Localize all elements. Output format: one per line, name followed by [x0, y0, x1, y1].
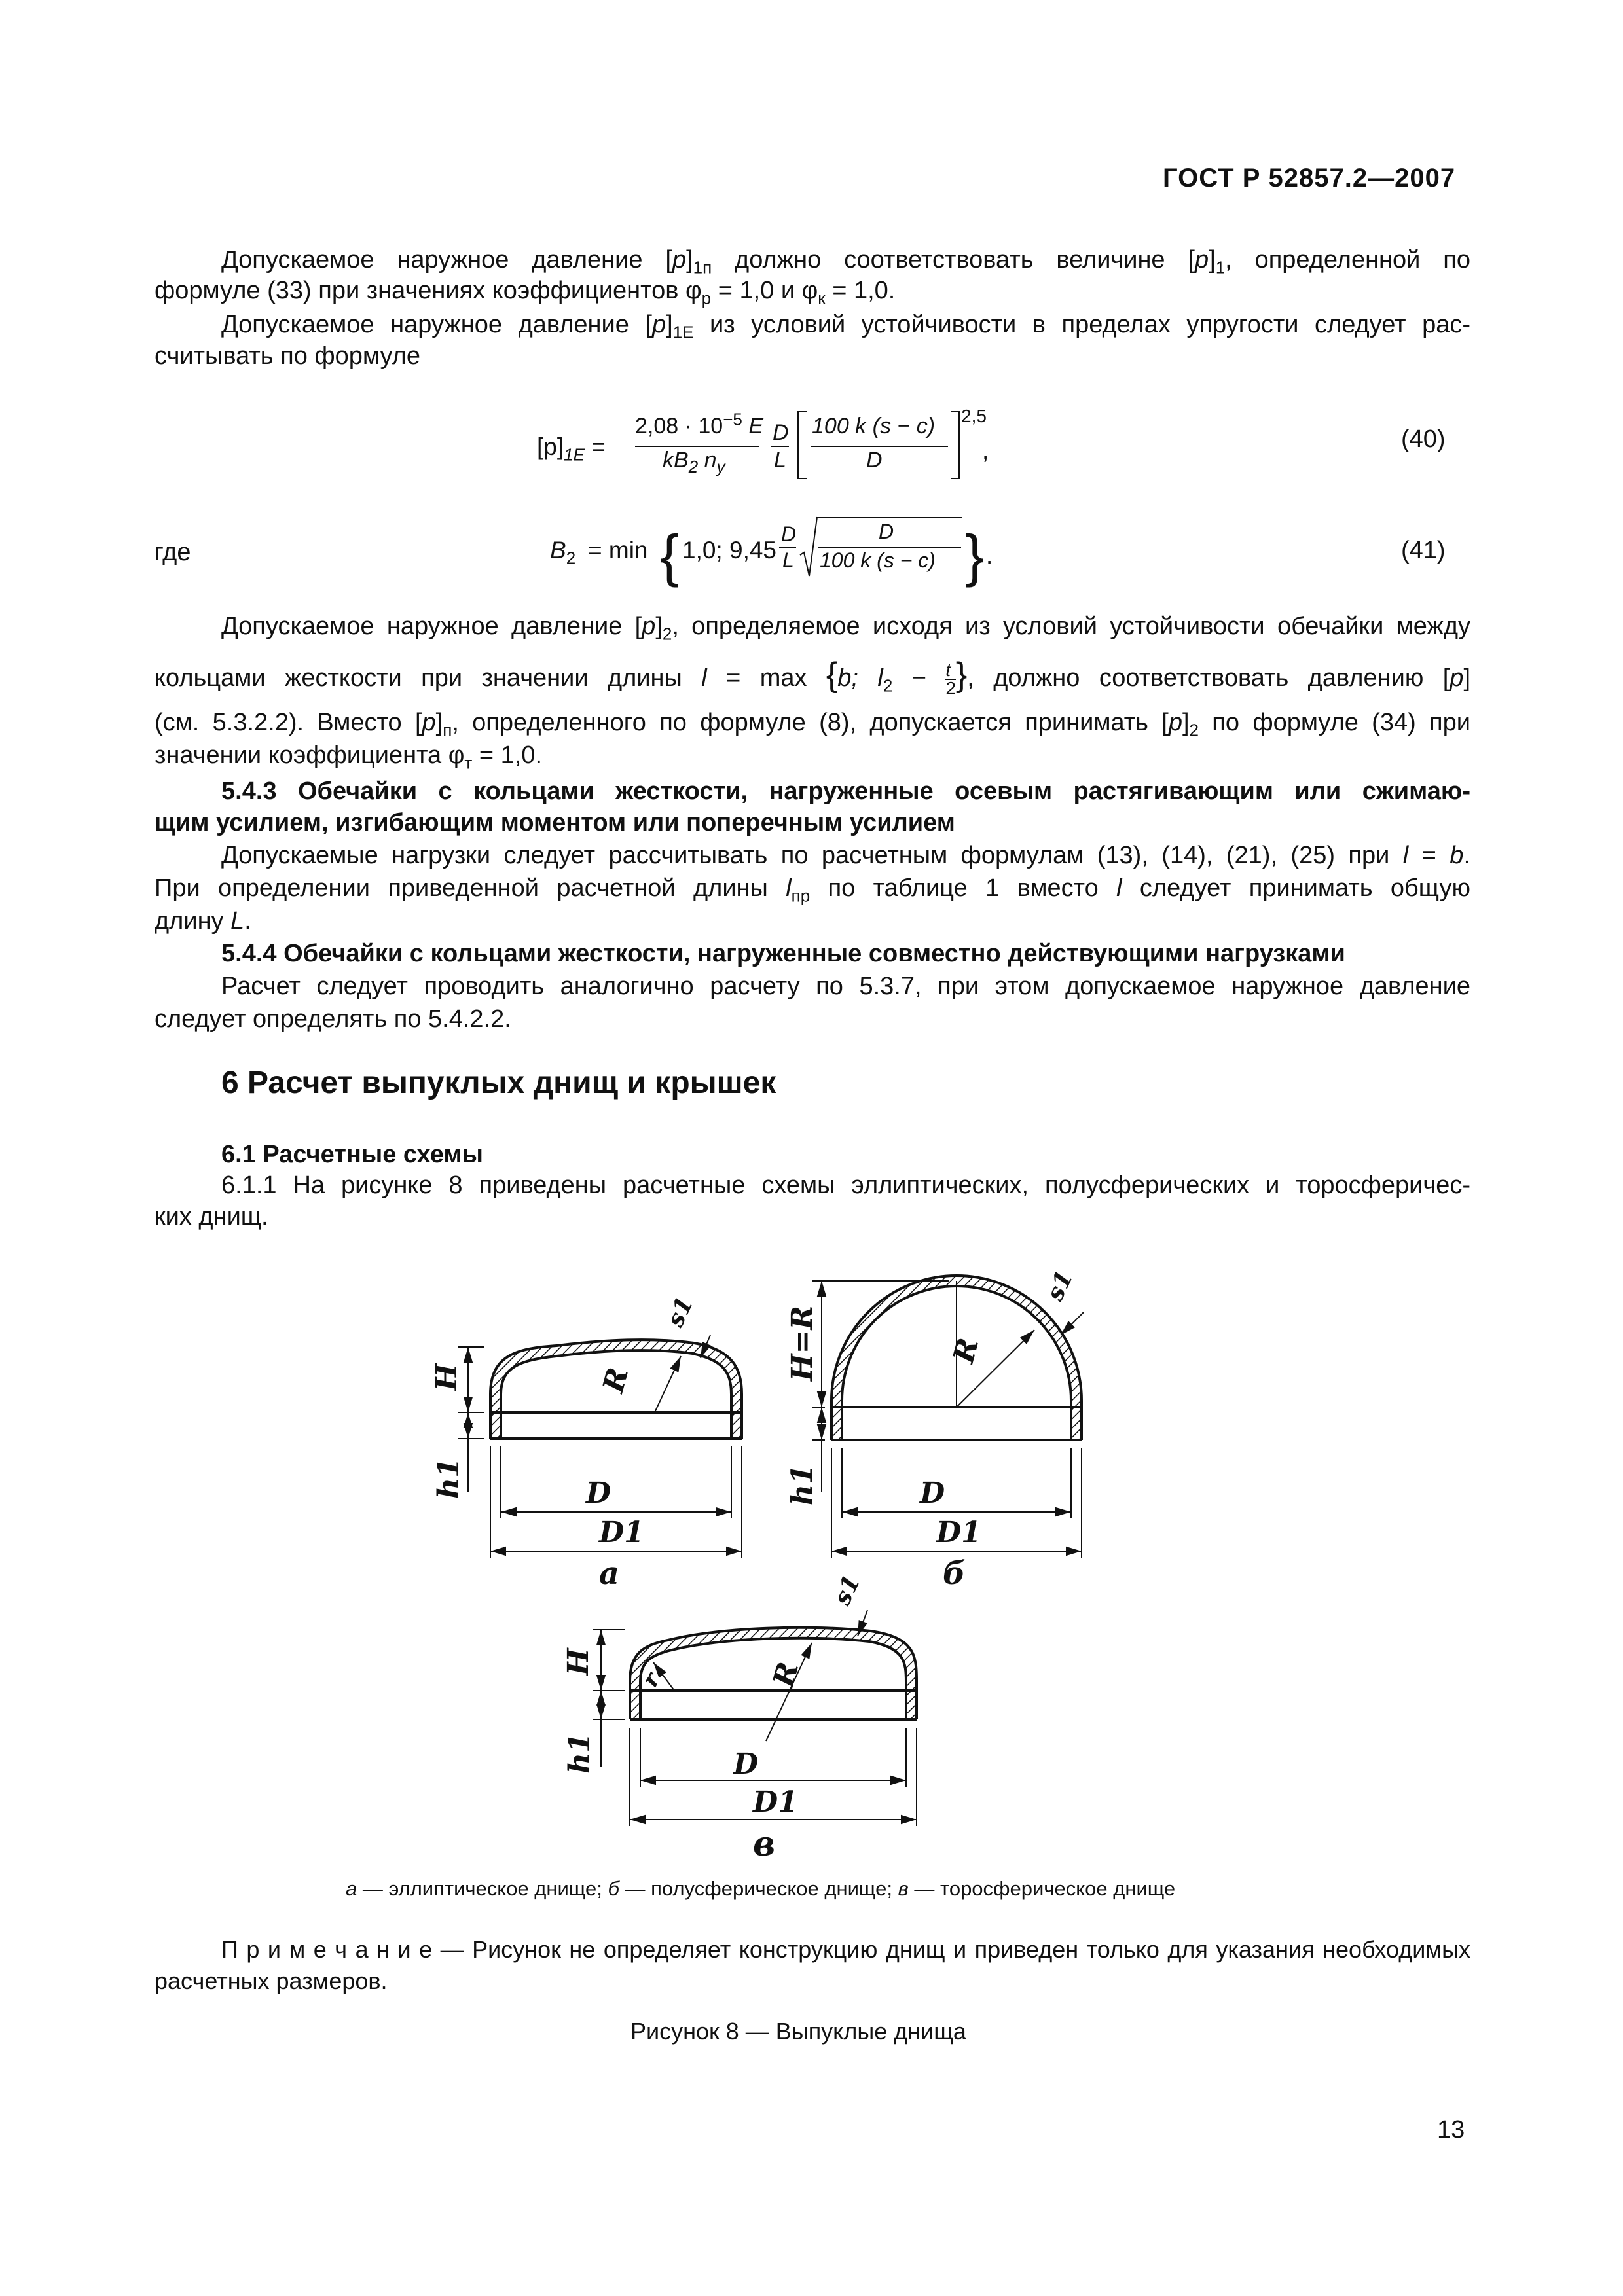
note-line: П р и м е ч а н и е — Рисунок не определяет конструкцию днищ и приведен только для указания необходимых	[221, 1936, 1470, 1963]
label-s1: s1	[661, 1292, 699, 1331]
paragraph-line: Допускаемое наружное давление $[p]_{1п}$ должно соответствовать величине $[p]_1$, определенной по	[221, 246, 1470, 278]
where-label: где	[155, 539, 191, 566]
paragraph-line: считывать по формуле	[155, 342, 420, 370]
label-D1: D1	[599, 1516, 644, 1549]
section-heading: 5.4.4 Обечайки с кольцами жесткости, нагруженные совместно действующими нагрузками	[221, 940, 1345, 967]
label-r: r	[637, 1668, 666, 1692]
paragraph-line: Допускаемые нагрузки следует рассчитывать по расчетным формулам (13), (14), (21), (25) при l = b.	[221, 842, 1470, 869]
equation-number: (41)	[1401, 537, 1446, 564]
paragraph-line: Допускаемое наружное давление $[p]_{1E}$ из условий устойчивости в пределах упругости следует рас-	[221, 311, 1471, 342]
paragraph-line: формуле (33) при значениях коэффициентов $\varphi_р = 1,0$ и $\varphi_к = 1,0$.	[155, 277, 896, 308]
label-s1: s1	[1041, 1266, 1079, 1305]
label-H: H	[430, 1363, 464, 1391]
equation-number: (40)	[1401, 425, 1446, 453]
paragraph-line: Допускаемое наружное давление $[p]_2$, определяемое исходя из условий устойчивости обечайки между	[221, 613, 1470, 644]
figure-title: Рисунок 8 — Выпуклые днища	[630, 2018, 966, 2045]
paragraph-line: 6.1.1 На рисунке 8 приведены расчетные схемы эллиптических, полусферических и торосферичес-	[221, 1172, 1470, 1199]
label-H: H	[562, 1648, 595, 1676]
paragraph-line: значении коэффициента $\varphi_т = 1,0$.	[155, 742, 543, 773]
paragraph-line: ких днищ.	[155, 1203, 268, 1230]
label-v: в	[753, 1824, 776, 1864]
label-H-R: H=R	[786, 1305, 819, 1381]
note-line: расчетных размеров.	[155, 1967, 388, 1994]
label-D: D	[920, 1477, 945, 1510]
label-D1: D1	[753, 1785, 798, 1819]
section-heading: 5.4.3 Обечайки с кольцами жесткости, нагруженные осевым растягивающим или сжимаю-	[221, 778, 1470, 805]
label-s1: s1	[828, 1570, 866, 1609]
label-h1: h1	[432, 1458, 465, 1499]
paragraph-line: кольцами жесткости при значении длины l = max {b; $l_2$ − $\frac{t}{2}$ }, должно соответствовать давлению [p]	[155, 656, 1470, 698]
subsection-title: 6.1 Расчетные схемы	[221, 1141, 483, 1168]
page-number: 13	[1437, 2116, 1465, 2144]
label-D: D	[586, 1477, 611, 1510]
document-header: ГОСТ Р 52857.2—2007	[1163, 164, 1456, 192]
figure-legend: а — эллиптическое днище; б — полусферическое днище; в — торосферическое днище	[346, 1877, 1176, 1900]
label-h1: h1	[563, 1732, 596, 1774]
label-R: R	[767, 1659, 806, 1691]
paragraph-line: При определении приведенной расчетной длины $l_{пр}$ по таблице 1 вместо l следует принимать общую	[155, 874, 1470, 906]
section-title: 6 Расчет выпуклых днищ и крышек	[221, 1066, 776, 1100]
label-R: R	[947, 1335, 986, 1367]
equation-41: $B_2$ = min { 1,0; 9,45 D L D 100 k (s − c) } .	[550, 511, 1008, 589]
paragraph-line: Расчет следует проводить аналогично расчету по 5.3.7, при этом допускаемое наружное давление	[221, 973, 1470, 1000]
label-D1: D1	[936, 1516, 981, 1549]
paragraph-line: следует определять по 5.4.2.2.	[155, 1005, 511, 1033]
paragraph-line: (см. 5.3.2.2). Вместо $[p]_п$, определенного по формуле (8), допускается принимать $[p]_2$ по формуле (34) при	[155, 709, 1470, 740]
label-b: б	[943, 1555, 966, 1592]
equation-40: $[p]_{1E}$ = $2,08 \cdot 10^{-5}$ E $kB_2$ $n_y$ D L 100 k (s − c) D 2,5 ,	[537, 406, 1034, 484]
label-a: а	[599, 1555, 620, 1592]
label-h1: h1	[786, 1464, 819, 1505]
paragraph-line: длину L.	[155, 907, 251, 935]
label-D: D	[733, 1748, 759, 1781]
section-heading: щим усилием, изгибающим моментом или поперечным усилием	[155, 809, 955, 836]
label-R: R	[596, 1364, 636, 1396]
